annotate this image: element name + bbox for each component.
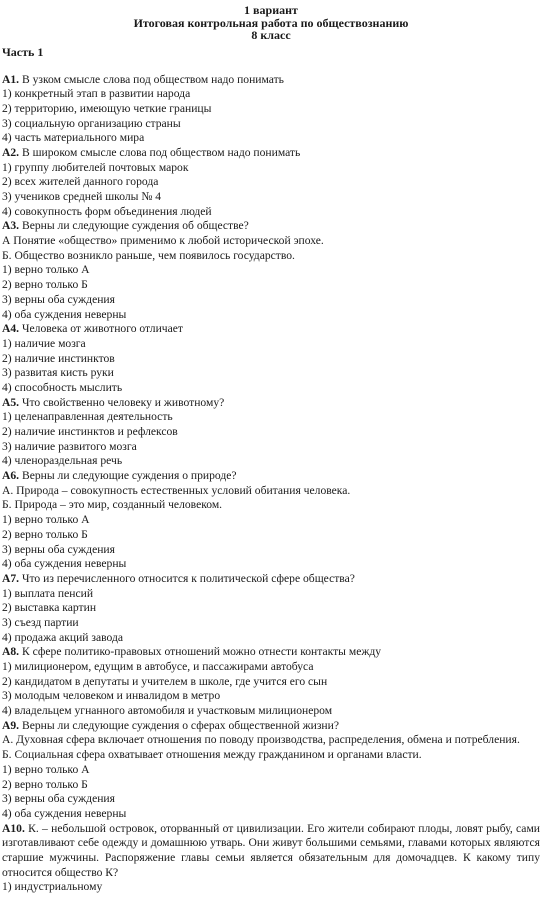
answer-option: 1) выплата пенсий [2, 586, 94, 600]
variant-label: 1 вариант [244, 3, 298, 17]
question-block [2, 396, 540, 469]
question-block [2, 146, 540, 219]
answer-option: 4) способность мыслить [2, 380, 123, 394]
question-a9-statements [2, 733, 540, 821]
question-stem [2, 719, 540, 734]
question-block [2, 719, 540, 734]
question-text: В узком смысле слова под обществом надо понимать [19, 72, 284, 86]
question-number: А2. [2, 145, 20, 159]
answer-option: 3) наличие развитого мозга [2, 439, 137, 453]
question-stem [2, 219, 540, 234]
answer-option: 3) социальную организацию страны [2, 116, 181, 130]
a10-text [2, 822, 540, 881]
a9-option: 3) верны оба суждения [2, 792, 115, 806]
question-number: А9. [2, 718, 20, 732]
answer-option: 2) верно только Б [2, 278, 88, 292]
a9-option: 4) оба суждения неверны [2, 806, 127, 820]
question-number: А1. [2, 72, 20, 86]
a10-number: А10. [2, 821, 25, 835]
answer-option: 3) молодым человеком и инвалидом в метро [2, 689, 221, 703]
answer-option: 1) верно только А [2, 263, 90, 277]
question-block [2, 219, 540, 322]
answer-option: 2) кандидатом в депутаты и учителем в школе, где учится его сын [2, 674, 328, 688]
a9-option: 2) верно только Б [2, 777, 88, 791]
answer-option: 4) продажа акций завода [2, 630, 124, 644]
answer-option: 2) территорию, имеющую четкие границы [2, 101, 212, 115]
answer-option: 2) наличие инстинктов [2, 351, 115, 365]
answer-option: 1) конкретный этап в развитии народа [2, 87, 191, 101]
question-number: А3. [2, 219, 20, 233]
answer-option: 2) наличие инстинктов и рефлексов [2, 425, 178, 438]
a9-option: 1) верно только А [2, 762, 90, 776]
question-text: В широком смысле слова под обществом надо понимать [19, 145, 301, 159]
question-block [2, 572, 540, 645]
answer-option: 3) съезд партии [2, 615, 79, 629]
question-a10 [2, 822, 540, 895]
answer-option: 4) оба суждения неверны [2, 557, 127, 571]
answer-option: 1) целенаправленная деятельность [2, 410, 173, 424]
question-text: К сфере политико-правовых отношений можно отнести контакты между [19, 645, 382, 659]
question-text: Что из перечисленного относится к политической сфере общества? [19, 571, 355, 585]
question-text: Что свойственно человеку и животному? [19, 395, 225, 409]
grade-label: 8 класс [251, 28, 291, 42]
question-stem [2, 396, 540, 411]
answer-option: 2) верно только Б [2, 527, 88, 541]
question-text: Верны ли следующие суждения о сферах общественной жизни? [19, 718, 339, 732]
question-text: Верны ли следующие суждения об обществе? [19, 219, 249, 233]
question-stem [2, 572, 540, 587]
answer-option: А Понятие «общество» применимо к любой исторической эпохе. [2, 234, 324, 248]
answer-option: А. Природа – совокупность естественных условий обитания человека. [2, 483, 351, 497]
answer-option: 1) милиционером, едущим в автобусе, и пассажирами автобуса [2, 660, 314, 673]
question-number: А8. [2, 645, 20, 659]
answer-option: 4) оба суждения неверны [2, 307, 127, 321]
question-block [2, 73, 540, 146]
answer-option: 4) совокупность форм объединения людей [2, 204, 212, 218]
answer-option: 3) верны оба суждения [2, 292, 115, 306]
a9-options [2, 763, 540, 822]
answer-option: 3) учеников средней школы № 4 [2, 190, 162, 203]
question-stem [2, 322, 540, 337]
a10-option-1: 1) индустриальному [2, 880, 103, 894]
questions-list [2, 73, 540, 734]
question-text: Верны ли следующие суждения о природе? [19, 469, 237, 483]
answer-option: 3) развитая кисть руки [2, 366, 114, 380]
answer-option: Б. Общество возникло раньше, чем появилось государство. [2, 248, 295, 262]
answer-option: 1) верно только А [2, 513, 90, 527]
question-text: Человека от животного отличает [19, 322, 183, 336]
question-block [2, 469, 540, 572]
document-header [2, 4, 540, 42]
answer-option: 1) наличие мозга [2, 336, 86, 350]
question-stem [2, 73, 540, 88]
answer-option: 1) группу любителей почтовых марок [2, 160, 189, 174]
question-number: А7. [2, 571, 20, 585]
answer-option: 2) выставка картин [2, 601, 97, 615]
answer-option: 4) членораздельная речь [2, 454, 123, 468]
a9-statement-b: Б. Социальная сфера охватывает отношения между гражданином и органами власти. [2, 748, 422, 762]
answer-option: 3) верны оба суждения [2, 542, 115, 556]
question-stem [2, 645, 540, 660]
answer-option: 4) владельцем угнанного автомобиля и участковым милиционером [2, 704, 333, 718]
answer-option: Б. Природа – это мир, созданный человеком. [2, 498, 223, 512]
question-number: А5. [2, 395, 20, 409]
a9-statement-a: А. Духовная сфера включает отношения по поводу производства, распределения, обмена и потребления. [2, 733, 520, 747]
question-block [2, 322, 540, 395]
part-label: Часть 1 [2, 44, 44, 59]
question-number: А6. [2, 469, 20, 483]
question-block [2, 645, 540, 718]
a10-body: К. – небольшой островок, оторванный от цивилизации. Его жители собирают плоды, ловят рыбу, сами изготавливают себе одежду и домашнюю утварь. Они живут большими семьями, главами которых являются старшие мужчины. Распоряжение главы семьи является обязательным для домочадцев. К какому типу относится общество К? [2, 821, 540, 879]
document-title: Итоговая контрольная работа по обществознанию [133, 15, 409, 30]
question-number: А4. [2, 322, 20, 336]
answer-option: 2) всех жителей данного города [2, 175, 159, 189]
answer-option: 4) часть материального мира [2, 131, 145, 145]
question-stem [2, 469, 540, 484]
question-stem [2, 146, 540, 161]
